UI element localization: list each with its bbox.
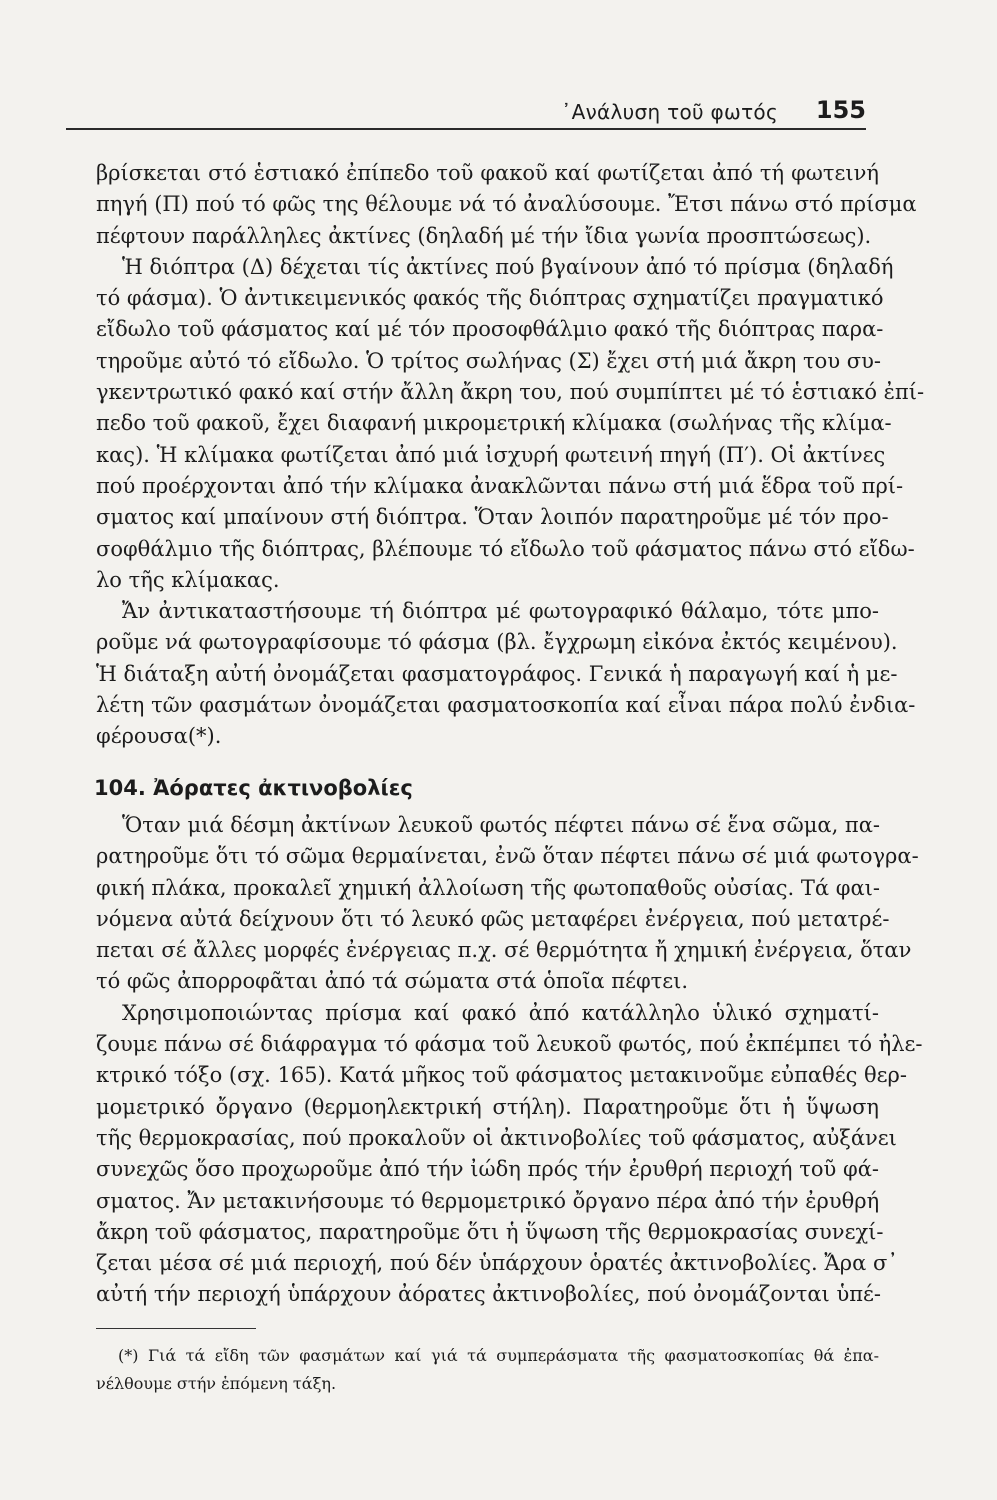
text-line: Ἡ διάταξη αὐτή ὀνομάζεται φασματογράφος. Γενικά ἡ παραγωγή καί ἡ με- — [96, 661, 898, 686]
text-line: κτρικό τόξο (σχ. 165). Κατά μῆκος τοῦ φάσματος μετακινοῦμε εὐπαθές θερ- — [96, 1063, 907, 1088]
text-line: φική πλάκα, προκαλεῖ χημική ἀλλοίωση τῆς φωτοπαθοῦς οὐσίας. Τά φαι- — [96, 875, 880, 900]
text-line: σματος καί μπαίνουν στή διόπτρα. Ὅταν λοιπόν παρατηροῦμε μέ τόν προ- — [96, 505, 889, 530]
text-line: λέτη τῶν φασμάτων ὀνομάζεται φασματοσκοπία καί εἶναι πάρα πολύ ἐνδια- — [96, 693, 916, 718]
footnote — [96, 1342, 879, 1398]
text-line: φέρουσα(*). — [96, 724, 222, 749]
paragraph — [96, 998, 923, 1311]
text-line: τηροῦμε αὐτό τό εἴδωλο. Ὁ τρίτος σωλήνας (Σ) ἔχει στή μιά ἄκρη του συ- — [96, 348, 881, 373]
text-line: πεται σέ ἄλλες μορφές ἐνέργειας π.χ. σέ θερμότητα ἤ χημική ἐνέργεια, ὅταν — [96, 938, 912, 963]
text-line: τῆς θερμοκρασίας, πού προκαλοῦν οἱ ἀκτινοβολίες τοῦ φάσματος, αὐξάνει — [96, 1125, 897, 1150]
text-line: κας). Ἡ κλίμακα φωτίζεται ἀπό μιά ἰσχυρή φωτεινή πηγή (Π′). Οἱ ἀκτίνες — [96, 442, 886, 467]
footnote-line: (*) Γιά τά εἴδη τῶν φασμάτων καί γιά τά συμπεράσματα τῆς φασματοσκοπίας θά ἐπα- — [118, 1346, 879, 1365]
section-heading: 104. Ἀόρατες ἀκτινοβολίες — [94, 775, 413, 800]
paragraph — [96, 158, 917, 252]
page-number: 155 — [815, 96, 866, 124]
text-line: ζεται μέσα σέ μιά περιοχή, πού δέν ὑπάρχουν ὁρατές ἀκτινοβολίες. Ἄρα σ᾿ — [96, 1251, 898, 1276]
text-line: Ὅταν μιά δέσμη ἀκτίνων λευκοῦ φωτός πέφτει πάνω σέ ἕνα σῶμα, πα- — [122, 812, 880, 837]
text-line: νόμενα αὐτά δείχνουν ὅτι τό λευκό φῶς μεταφέρει ἐνέργεια, πού μετατρέ- — [96, 906, 890, 931]
text-line: τό φῶς ἀπορροφᾶται ἀπό τά σώματα στά ὁποῖα πέφτει. — [96, 969, 689, 994]
body-text — [94, 158, 925, 1311]
text-line: μομετρικό ὄργανο (θερμοηλεκτρική στήλη). Παρατηροῦμε ὅτι ἡ ὕψωση — [96, 1094, 879, 1119]
text-line: εἴδωλο τοῦ φάσματος καί μέ τόν προσοφθάλμιο φακό τῆς διόπτρας παρα- — [96, 317, 884, 342]
text-line: πέφτουν παράλληλες ἀκτίνες (δηλαδή μέ τήν ἴδια γωνία προσπτώσεως). — [96, 223, 872, 248]
text-line: τό φάσμα). Ὁ ἀντικειμενικός φακός τῆς διόπτρας σχηματίζει πραγματικό — [96, 286, 884, 311]
paragraph — [96, 252, 925, 596]
text-line: ροῦμε νά φωτογραφίσουμε τό φάσμα (βλ. ἔγχρωμη εἰκόνα ἐκτός κειμένου). — [96, 630, 898, 655]
text-line: Ἄν ἀντικαταστήσουμε τή διόπτρα μέ φωτογραφικό θάλαμο, τότε μπο- — [122, 599, 879, 624]
text-line: Ἡ διόπτρα (Δ) δέχεται τίς ἀκτίνες πού βγαίνουν ἀπό τό πρίσμα (δηλαδή — [122, 254, 894, 279]
text-line: Χρησιμοποιώντας πρίσμα καί φακό ἀπό κατάλληλο ὑλικό σχηματί- — [122, 1000, 879, 1025]
text-line: γκεντρωτικό φακό καί στήν ἄλλη ἄκρη του, πού συμπίπτει μέ τό ἑστιακό ἐπί- — [96, 380, 925, 405]
text-line: σματος. Ἄν μετακινήσουμε τό θερμομετρικό ὄργανο πέρα ἀπό τήν ἐρυθρή — [96, 1188, 880, 1213]
text-line: ἄκρη τοῦ φάσματος, παρατηροῦμε ὅτι ἡ ὕψωση τῆς θερμοκρασίας συνεχί- — [96, 1219, 884, 1244]
text-line: συνεχῶς ὅσο προχωροῦμε ἀπό τήν ἰώδη πρός τήν ἐρυθρή περιοχή τοῦ φά- — [96, 1157, 879, 1182]
text-line: ρατηροῦμε ὅτι τό σῶμα θερμαίνεται, ἐνῶ ὅταν πέφτει πάνω σέ μιά φωτογρα- — [96, 844, 919, 869]
paragraph — [96, 810, 919, 998]
text-line: πού προέρχονται ἀπό τήν κλίμακα ἀνακλῶνται πάνω στή μιά ἕδρα τοῦ πρί- — [96, 473, 904, 498]
text-line: πεδο τοῦ φακοῦ, ἔχει διαφανή μικρομετρική κλίμακα (σωλήνας τῆς κλίμα- — [96, 411, 892, 436]
text-line: σοφθάλμιο τῆς διόπτρας, βλέπουμε τό εἴδωλο τοῦ φάσματος πάνω στό εἴδω- — [96, 536, 915, 561]
footnote-divider — [96, 1328, 256, 1329]
text-line: ζουμε πάνω σέ διάφραγμα τό φάσμα τοῦ λευκοῦ φωτός, πού ἐκπέμπει τό ἠλε- — [96, 1032, 923, 1057]
footnote-line: νέλθουμε στήν ἑπόμενη τάξη. — [96, 1374, 337, 1393]
running-header — [66, 96, 866, 130]
paragraph — [96, 596, 916, 752]
text-line: λο τῆς κλίμακας. — [96, 567, 280, 592]
text-line: πηγή (Π) πού τό φῶς της θέλουμε νά τό ἀναλύσουμε. Ἔτσι πάνω στό πρίσμα — [96, 192, 917, 217]
text-line: βρίσκεται στό ἑστιακό ἐπίπεδο τοῦ φακοῦ καί φωτίζεται ἀπό τή φωτεινή — [96, 161, 879, 185]
running-title: ᾿Ανάλυση τοῦ φωτός — [561, 100, 778, 124]
text-line: αὐτή τήν περιοχή ὑπάρχουν ἀόρατες ἀκτινοβολίες, πού ὀνομάζονται ὑπέ- — [96, 1282, 881, 1307]
